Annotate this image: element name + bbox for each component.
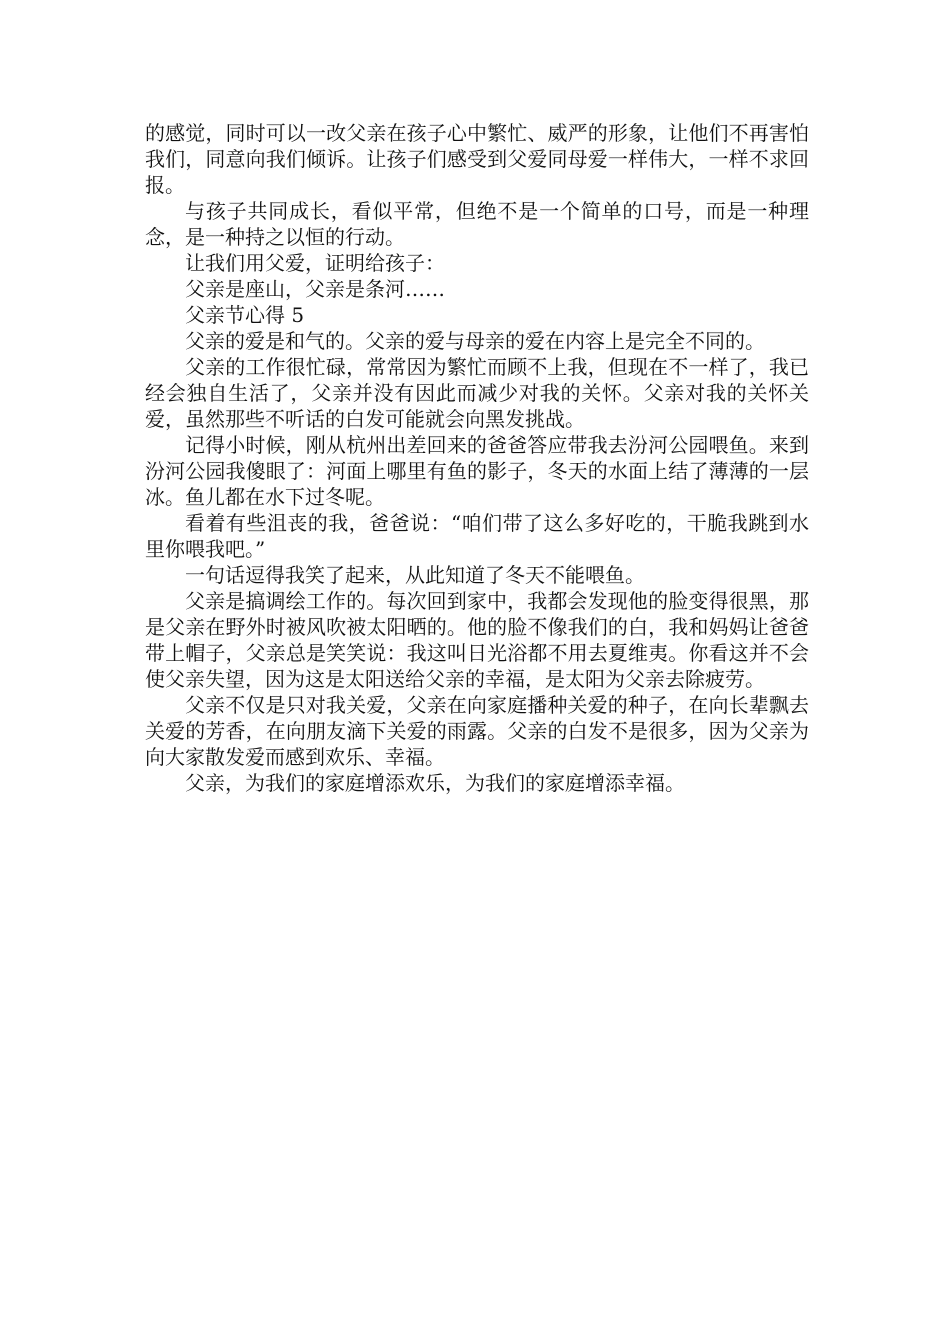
paragraph: 让我们用父爱，证明给孩子：	[185, 251, 445, 275]
paragraph: 父亲不仅是只对我关爱，父亲在向家庭播种关爱的种子，在向长辈飘去关爱的芳香，在向朋友滴下关爱的雨露。父亲的白发不是很多，因为父亲为向大家散发爱而感到欢乐、幸福。	[145, 693, 809, 769]
paragraph: 父亲的工作很忙碌，常常因为繁忙而顾不上我，但现在不一样了，我已经会独自生活了，父亲并没有因此而减少对我的关怀。父亲对我的关怀关爱，虽然那些不听话的白发可能就会向黑发挑战。	[145, 355, 809, 431]
paragraph: 父亲的爱是和气的。父亲的爱与母亲的爱在内容上是完全不同的。	[185, 329, 765, 353]
paragraph: 父亲是座山，父亲是条河……	[185, 277, 445, 301]
document-body	[145, 120, 809, 796]
paragraph: 记得小时候，刚从杭州出差回来的爸爸答应带我去汾河公园喂鱼。来到汾河公园我傻眼了：河面上哪里有鱼的影子，冬天的水面上结了薄薄的一层冰。鱼儿都在水下过冬呢。	[145, 433, 809, 509]
paragraph: 父亲是搞调绘工作的。每次回到家中，我都会发现他的脸变得很黑，那是父亲在野外时被风吹被太阳晒的。他的脸不像我们的白，我和妈妈让爸爸带上帽子，父亲总是笑笑说：我这叫日光浴都不用去夏维夷。你看这并不会使父亲失望，因为这是太阳送给父亲的幸福，是太阳为父亲去除疲劳。	[145, 589, 809, 691]
paragraph-continuation: 的感觉，同时可以一改父亲在孩子心中繁忙、威严的形象，让他们不再害怕我们，同意向我们倾诉。让孩子们感受到父爱同母爱一样伟大，一样不求回报。	[145, 121, 809, 197]
section-heading: 父亲节心得 5	[185, 303, 305, 327]
paragraph: 看着有些沮丧的我，爸爸说：“咱们带了这么多好吃的，干脆我跳到水里你喂我吧。”	[145, 511, 809, 561]
paragraph: 父亲，为我们的家庭增添欢乐，为我们的家庭增添幸福。	[185, 771, 685, 795]
paragraph: 与孩子共同成长，看似平常，但绝不是一个简单的口号，而是一种理念，是一种持之以恒的行动。	[145, 199, 809, 249]
paragraph: 一句话逗得我笑了起来，从此知道了冬天不能喂鱼。	[185, 563, 645, 587]
